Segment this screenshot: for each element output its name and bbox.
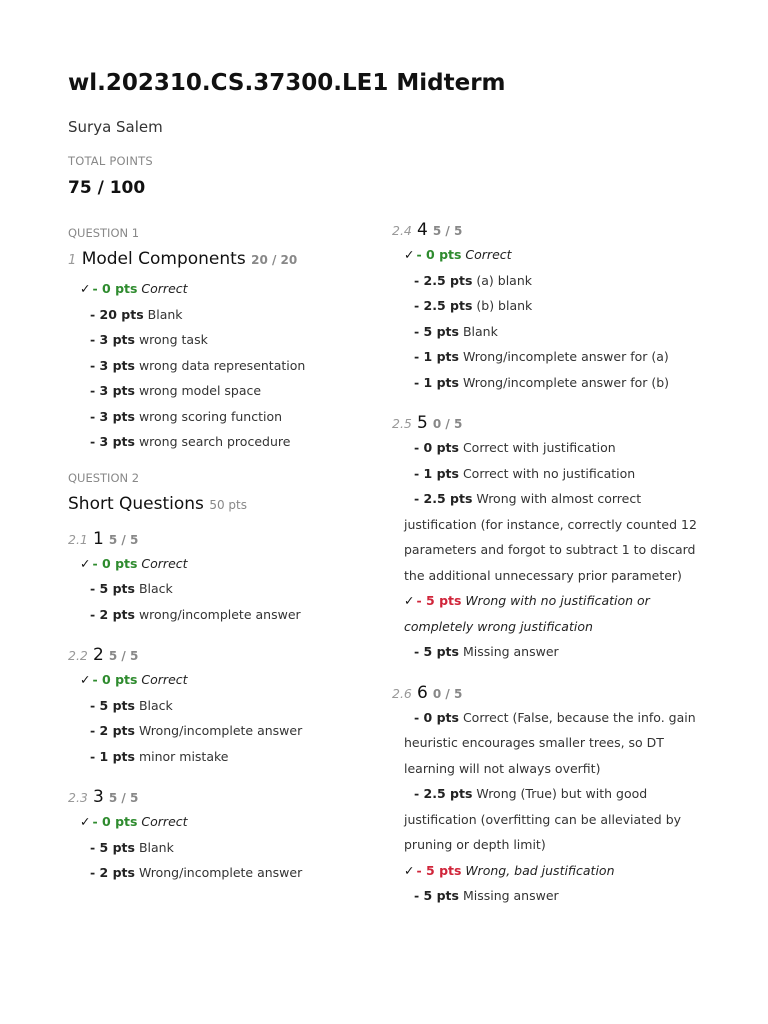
subquestion-score: 0 / 5 (432, 686, 463, 701)
subquestion-score: 5 / 5 (108, 649, 139, 663)
question-title: Model Components (81, 249, 246, 269)
rubric-desc: Correct (141, 814, 188, 829)
rubric-points: - 0 pts (416, 247, 462, 262)
subquestion-title: 5 (416, 413, 428, 433)
rubric-points: - 2.5 pts (414, 786, 473, 801)
rubric-desc: Correct (141, 281, 188, 296)
rubric-points: - 3 pts (90, 357, 135, 373)
rubric-item (392, 486, 712, 588)
checkmark-icon: ✓ (80, 281, 91, 296)
checkmark-icon: ✓ (404, 247, 415, 262)
rubric-points: - 5 pts (414, 888, 459, 903)
rubric-item (68, 693, 368, 719)
rubric-desc: Wrong/incomplete answer (138, 865, 303, 880)
checkmark-icon: ✓ (80, 555, 91, 571)
rubric-points: - 5 pts (90, 839, 135, 855)
rubric-list (392, 435, 712, 665)
rubric-item (392, 883, 712, 909)
rubric-item (392, 319, 712, 345)
subquestion-score: 0 / 5 (432, 417, 463, 431)
rubric-points: - 5 pts (414, 644, 459, 659)
rubric-item (68, 602, 368, 628)
student-name: Surya Salem (68, 118, 163, 136)
rubric-points: - 2.5 pts (414, 491, 473, 506)
rubric-desc: Correct (141, 555, 188, 571)
question-1-label: QUESTION 1 (68, 226, 140, 240)
rubric-points: - 0 pts (92, 281, 138, 296)
subquestion-title: 4 (416, 220, 428, 240)
rubric-points: - 5 pts (90, 697, 135, 713)
rubric-points: - 0 pts (414, 440, 459, 455)
rubric-item (392, 344, 712, 370)
rubric-desc: Black (138, 581, 173, 596)
subquestion-2-3-heading (68, 785, 368, 809)
rubric-points: - 0 pts (92, 555, 138, 571)
subquestion-number: 2.1 (68, 531, 88, 547)
rubric-desc: Blank (462, 323, 498, 339)
rubric-points: - 5 pts (416, 862, 462, 878)
rubric-list (68, 551, 368, 628)
subquestion-2-4-heading (392, 218, 712, 242)
checkmark-icon: ✓ (80, 814, 91, 829)
rubric-desc: minor mistake (138, 748, 229, 764)
rubric-points: - 1 pts (414, 374, 459, 390)
rubric-points: - 2.5 pts (414, 272, 473, 288)
rubric-item (392, 268, 712, 294)
rubric-item (392, 781, 712, 858)
rubric-desc: wrong model space (138, 383, 262, 398)
rubric-desc: Blank (147, 306, 183, 322)
left-column (68, 224, 368, 886)
rubric-item (68, 302, 368, 328)
rubric-item (68, 551, 368, 577)
subquestion-2-6-heading (392, 681, 712, 705)
subquestion-score: 5 / 5 (108, 791, 139, 805)
rubric-desc: Wrong (True) but with good justification (overfitting can be alleviated by pruning or depth limit) (404, 786, 682, 852)
rubric-points: - 2 pts (90, 723, 135, 738)
question-1-heading (68, 246, 368, 276)
rubric-list (68, 809, 368, 886)
question-number: 1 (68, 253, 77, 268)
subquestion-title: 6 (416, 682, 428, 703)
rubric-desc: Wrong/incomplete answer for (a) (462, 349, 669, 364)
rubric-item (392, 293, 712, 319)
rubric-item (392, 858, 712, 884)
total-points-value: 75 / 100 (68, 178, 146, 198)
rubric-desc: wrong data representation (138, 357, 306, 373)
page-title: wl.202310.CS.37300.LE1 Midterm (68, 70, 506, 96)
subquestion-score: 5 / 5 (108, 532, 139, 547)
rubric-points: - 3 pts (90, 408, 135, 424)
question-points: 50 pts (209, 497, 247, 512)
right-column (392, 218, 712, 909)
rubric-desc: Correct (141, 672, 188, 687)
question-title: Short Questions (68, 493, 204, 514)
rubric-desc: Missing answer (462, 644, 559, 659)
rubric-points: - 3 pts (90, 383, 135, 398)
rubric-desc: Blank (138, 839, 174, 855)
rubric-item (68, 744, 368, 770)
rubric-desc: Wrong/incomplete answer (138, 723, 303, 738)
rubric-desc: Wrong with almost correct justification (for instance, correctly counted 12 parameters and forgot to subtract 1 to discard the additional unnecessary prior parameter) (404, 491, 697, 583)
rubric-points: - 0 pts (92, 814, 138, 829)
rubric-item (68, 860, 368, 886)
rubric-item (68, 404, 368, 430)
rubric-item (392, 705, 712, 782)
rubric-list (392, 705, 712, 909)
rubric-points: - 1 pts (90, 748, 135, 764)
rubric-points: - 1 pts (414, 349, 459, 364)
rubric-desc: wrong search procedure (138, 434, 291, 449)
rubric-desc: wrong/incomplete answer (138, 606, 301, 622)
rubric-item (392, 461, 712, 487)
rubric-desc: wrong scoring function (138, 408, 283, 424)
rubric-item (68, 809, 368, 835)
rubric-points: - 5 pts (90, 581, 135, 596)
total-points-label: TOTAL POINTS (68, 154, 153, 168)
rubric-desc: (a) blank (476, 272, 533, 288)
subquestion-number: 2.2 (68, 648, 88, 663)
rubric-desc: Wrong/incomplete answer for (b) (462, 374, 670, 390)
subquestion-number: 2.3 (68, 790, 88, 805)
rubric-desc: Correct with justification (462, 440, 616, 455)
subquestion-number: 2.4 (392, 223, 412, 238)
rubric-list (68, 276, 368, 455)
rubric-points: - 2.5 pts (414, 298, 473, 313)
rubric-points: - 3 pts (90, 434, 135, 449)
rubric-item (68, 378, 368, 404)
subquestion-number: 2.6 (392, 685, 412, 701)
rubric-desc: Black (138, 697, 173, 713)
rubric-item (68, 667, 368, 693)
rubric-points: - 0 pts (414, 709, 459, 725)
question-2-label: QUESTION 2 (68, 470, 140, 485)
rubric-item (68, 353, 368, 379)
rubric-item (68, 429, 368, 455)
rubric-item (68, 327, 368, 353)
rubric-item (68, 276, 368, 302)
rubric-list (68, 667, 368, 769)
subquestion-2-2-heading (68, 643, 368, 667)
rubric-points: - 2 pts (90, 865, 135, 880)
checkmark-icon: ✓ (80, 672, 91, 687)
subquestion-2-5-heading (392, 411, 712, 435)
rubric-desc: Correct (False, because the info. gain heuristic encourages smaller trees, so DT learning will not always overfit) (404, 709, 696, 776)
rubric-points: - 1 pts (414, 465, 459, 481)
subquestion-title: 3 (92, 787, 104, 807)
rubric-item (392, 639, 712, 665)
rubric-desc: Wrong with no justification or completely wrong justification (404, 593, 650, 634)
rubric-points: - 5 pts (414, 323, 459, 339)
rubric-desc: Missing answer (462, 888, 559, 903)
rubric-item (392, 242, 712, 268)
rubric-item (68, 718, 368, 744)
subquestion-2-1-heading (68, 527, 368, 551)
rubric-points: - 3 pts (90, 332, 135, 347)
rubric-list (392, 242, 712, 395)
rubric-points: - 20 pts (90, 306, 144, 322)
rubric-item (392, 370, 712, 396)
rubric-points: - 0 pts (92, 672, 138, 687)
rubric-desc: Wrong, bad justification (465, 862, 615, 878)
subquestion-title: 1 (92, 528, 104, 549)
question-score: 20 / 20 (251, 253, 298, 267)
subquestion-number: 2.5 (392, 416, 412, 431)
rubric-desc: wrong task (138, 332, 208, 347)
rubric-desc: Correct (465, 247, 512, 262)
rubric-desc: Correct with no justification (462, 465, 636, 481)
subquestion-title: 2 (92, 645, 104, 665)
rubric-item (392, 588, 712, 639)
rubric-item (68, 576, 368, 602)
checkmark-icon: ✓ (404, 593, 415, 608)
subquestion-score: 5 / 5 (432, 224, 463, 238)
rubric-item (68, 835, 368, 861)
rubric-item (392, 435, 712, 461)
checkmark-icon: ✓ (404, 862, 415, 878)
question-2-heading (68, 491, 368, 521)
rubric-desc: (b) blank (476, 298, 533, 313)
rubric-points: - 5 pts (416, 593, 462, 608)
rubric-points: - 2 pts (90, 606, 135, 622)
